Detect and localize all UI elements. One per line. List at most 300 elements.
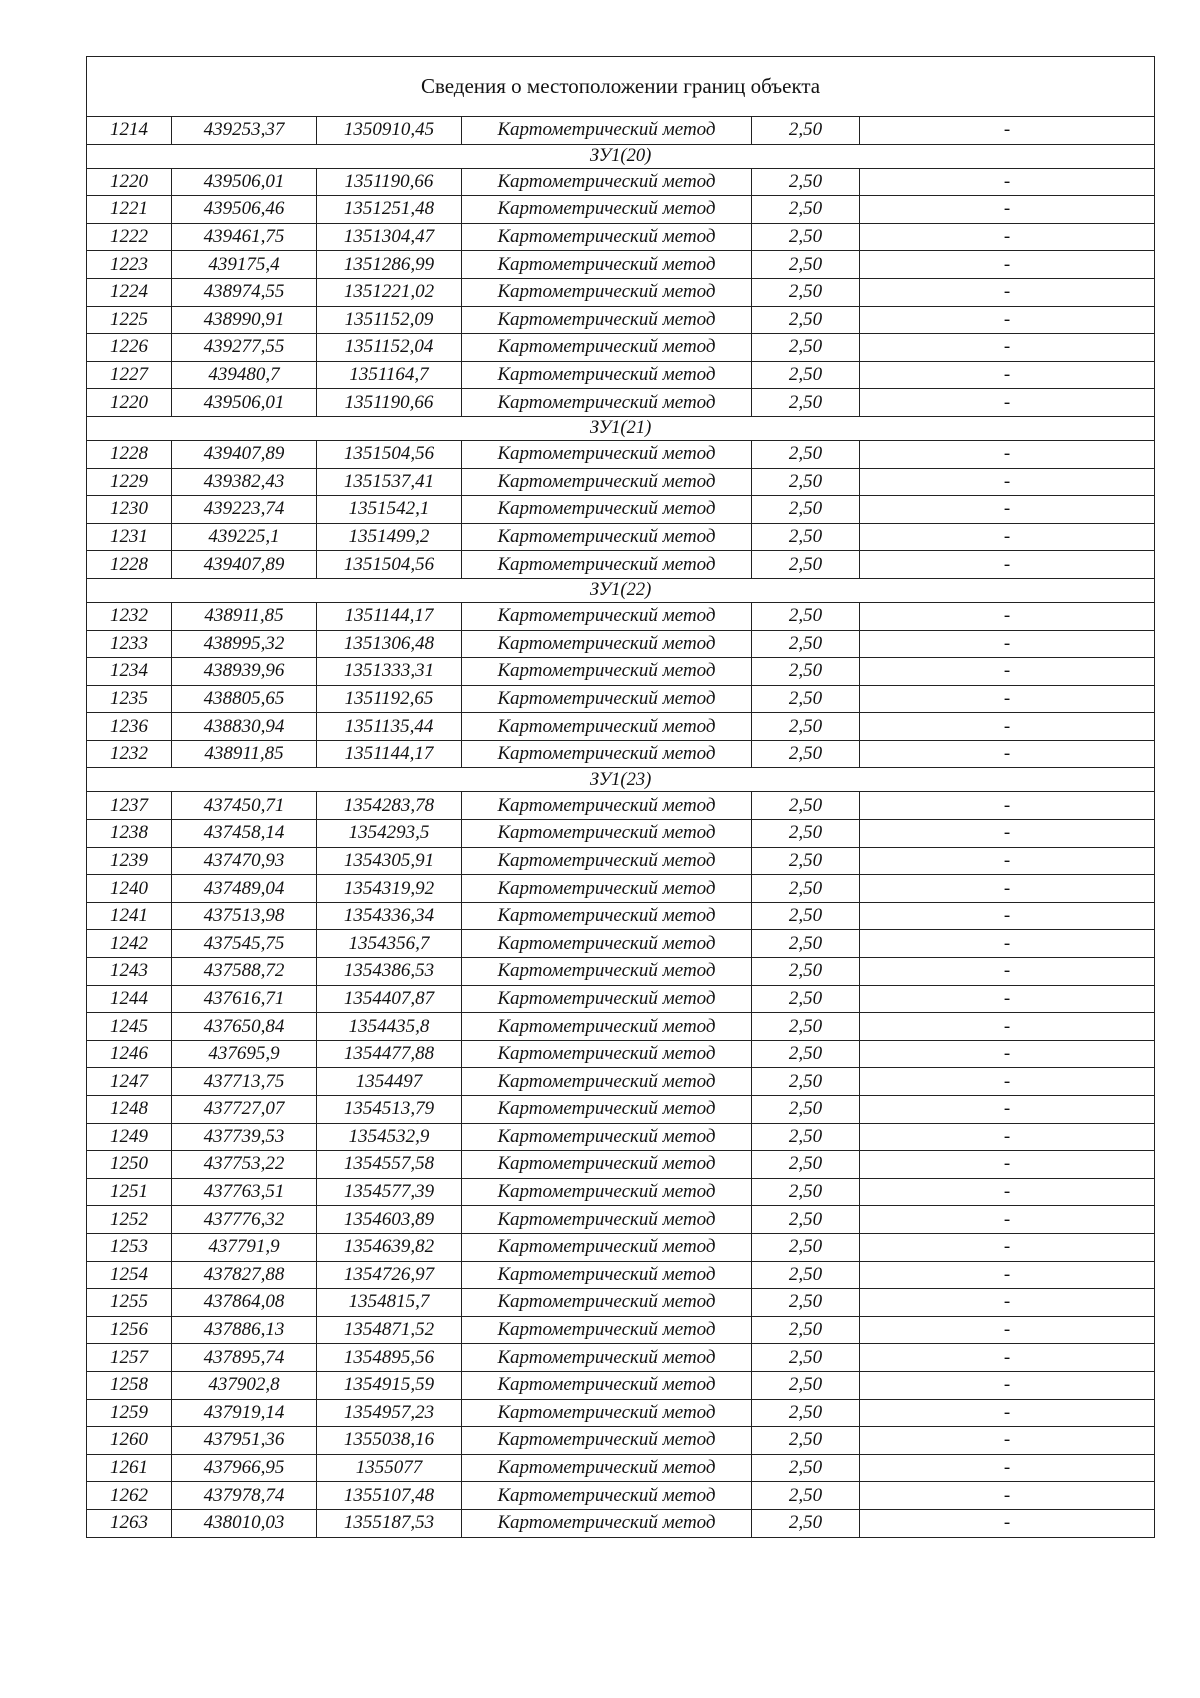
- table-row: [87, 168, 1155, 196]
- accuracy-cell: 2,50: [752, 440, 860, 468]
- point-number-cell: 1247: [87, 1068, 172, 1096]
- note-cell: -: [860, 361, 1155, 389]
- table-row: [87, 251, 1155, 279]
- method-cell: Картометрический метод: [462, 361, 752, 389]
- note-cell: -: [860, 847, 1155, 875]
- method-cell: Картометрический метод: [462, 602, 752, 630]
- parcel-group-label: ЗУ1(22): [87, 578, 1155, 602]
- table-row: [87, 1509, 1155, 1537]
- table-row: [87, 1040, 1155, 1068]
- note-cell: -: [860, 468, 1155, 496]
- note-cell: -: [860, 1178, 1155, 1206]
- table-row: [87, 1482, 1155, 1510]
- accuracy-cell: 2,50: [752, 389, 860, 417]
- accuracy-cell: 2,50: [752, 658, 860, 686]
- note-cell: -: [860, 713, 1155, 741]
- method-cell: Картометрический метод: [462, 496, 752, 524]
- point-number-cell: 1227: [87, 361, 172, 389]
- note-cell: -: [860, 196, 1155, 224]
- point-number-cell: 1237: [87, 792, 172, 820]
- point-number-cell: 1228: [87, 440, 172, 468]
- note-cell: -: [860, 1233, 1155, 1261]
- coordinate-y-cell: 1351499,2: [317, 523, 462, 551]
- point-number-cell: 1228: [87, 551, 172, 579]
- point-number-cell: 1243: [87, 958, 172, 986]
- point-number-cell: 1252: [87, 1206, 172, 1234]
- note-cell: -: [860, 902, 1155, 930]
- accuracy-cell: 2,50: [752, 196, 860, 224]
- coordinate-x-cell: 438974,55: [172, 278, 317, 306]
- table-row: [87, 1096, 1155, 1124]
- point-number-cell: 1256: [87, 1316, 172, 1344]
- coordinate-x-cell: 437763,51: [172, 1178, 317, 1206]
- coordinate-x-cell: 439225,1: [172, 523, 317, 551]
- point-number-cell: 1242: [87, 930, 172, 958]
- coordinate-y-cell: 1351306,48: [317, 630, 462, 658]
- table-row: [87, 1454, 1155, 1482]
- coordinate-x-cell: 438990,91: [172, 306, 317, 334]
- table-row: [87, 1151, 1155, 1179]
- coordinate-x-cell: 437545,75: [172, 930, 317, 958]
- table-row: [87, 1371, 1155, 1399]
- coordinate-x-cell: 438805,65: [172, 685, 317, 713]
- accuracy-cell: 2,50: [752, 1068, 860, 1096]
- coordinate-y-cell: 1351164,7: [317, 361, 462, 389]
- note-cell: -: [860, 1040, 1155, 1068]
- table-row: [87, 196, 1155, 224]
- coordinate-y-cell: 1355038,16: [317, 1427, 462, 1455]
- coordinate-y-cell: 1354639,82: [317, 1233, 462, 1261]
- note-cell: -: [860, 985, 1155, 1013]
- accuracy-cell: 2,50: [752, 334, 860, 362]
- method-cell: Картометрический метод: [462, 551, 752, 579]
- accuracy-cell: 2,50: [752, 1151, 860, 1179]
- point-number-cell: 1241: [87, 902, 172, 930]
- method-cell: Картометрический метод: [462, 1399, 752, 1427]
- accuracy-cell: 2,50: [752, 551, 860, 579]
- note-cell: -: [860, 523, 1155, 551]
- note-cell: -: [860, 792, 1155, 820]
- coordinate-x-cell: 439223,74: [172, 496, 317, 524]
- method-cell: Картометрический метод: [462, 1123, 752, 1151]
- note-cell: -: [860, 1316, 1155, 1344]
- table-row: [87, 820, 1155, 848]
- method-cell: Картометрический метод: [462, 740, 752, 768]
- note-cell: -: [860, 223, 1155, 251]
- point-number-cell: 1245: [87, 1013, 172, 1041]
- coordinate-x-cell: 437727,07: [172, 1096, 317, 1124]
- coordinate-y-cell: 1350910,45: [317, 117, 462, 145]
- point-number-cell: 1240: [87, 875, 172, 903]
- coordinate-y-cell: 1354356,7: [317, 930, 462, 958]
- note-cell: -: [860, 389, 1155, 417]
- coordinate-y-cell: 1351152,04: [317, 334, 462, 362]
- parcel-group-label: ЗУ1(23): [87, 768, 1155, 792]
- note-cell: -: [860, 1399, 1155, 1427]
- table-row: [87, 1068, 1155, 1096]
- table-row: [87, 223, 1155, 251]
- note-cell: -: [860, 1482, 1155, 1510]
- coordinate-x-cell: 437739,53: [172, 1123, 317, 1151]
- accuracy-cell: 2,50: [752, 117, 860, 145]
- method-cell: Картометрический метод: [462, 630, 752, 658]
- accuracy-cell: 2,50: [752, 602, 860, 630]
- point-number-cell: 1231: [87, 523, 172, 551]
- coordinate-x-cell: 439253,37: [172, 117, 317, 145]
- accuracy-cell: 2,50: [752, 223, 860, 251]
- note-cell: -: [860, 1068, 1155, 1096]
- accuracy-cell: 2,50: [752, 1454, 860, 1482]
- accuracy-cell: 2,50: [752, 361, 860, 389]
- coordinate-y-cell: 1354532,9: [317, 1123, 462, 1151]
- point-number-cell: 1221: [87, 196, 172, 224]
- method-cell: Картометрический метод: [462, 1371, 752, 1399]
- coordinate-x-cell: 438995,32: [172, 630, 317, 658]
- accuracy-cell: 2,50: [752, 792, 860, 820]
- method-cell: Картометрический метод: [462, 117, 752, 145]
- table-row: [87, 117, 1155, 145]
- point-number-cell: 1259: [87, 1399, 172, 1427]
- table-row: [87, 1233, 1155, 1261]
- accuracy-cell: 2,50: [752, 713, 860, 741]
- parcel-group-row: [87, 768, 1155, 792]
- note-cell: -: [860, 551, 1155, 579]
- method-cell: Картометрический метод: [462, 223, 752, 251]
- accuracy-cell: 2,50: [752, 958, 860, 986]
- point-number-cell: 1246: [87, 1040, 172, 1068]
- coordinate-x-cell: 437588,72: [172, 958, 317, 986]
- accuracy-cell: 2,50: [752, 1371, 860, 1399]
- note-cell: -: [860, 658, 1155, 686]
- coordinate-y-cell: 1354895,56: [317, 1344, 462, 1372]
- coordinate-x-cell: 437966,95: [172, 1454, 317, 1482]
- table-row: [87, 306, 1155, 334]
- point-number-cell: 1262: [87, 1482, 172, 1510]
- method-cell: Картометрический метод: [462, 168, 752, 196]
- coordinate-x-cell: 437650,84: [172, 1013, 317, 1041]
- coordinate-x-cell: 439175,4: [172, 251, 317, 279]
- method-cell: Картометрический метод: [462, 1178, 752, 1206]
- accuracy-cell: 2,50: [752, 902, 860, 930]
- coordinate-x-cell: 437864,08: [172, 1289, 317, 1317]
- note-cell: -: [860, 496, 1155, 524]
- coordinate-x-cell: 437919,14: [172, 1399, 317, 1427]
- coordinate-x-cell: 439461,75: [172, 223, 317, 251]
- point-number-cell: 1226: [87, 334, 172, 362]
- method-cell: Картометрический метод: [462, 1040, 752, 1068]
- point-number-cell: 1261: [87, 1454, 172, 1482]
- accuracy-cell: 2,50: [752, 930, 860, 958]
- table-row: [87, 792, 1155, 820]
- table-row: [87, 1178, 1155, 1206]
- method-cell: Картометрический метод: [462, 251, 752, 279]
- note-cell: -: [860, 1013, 1155, 1041]
- coordinate-y-cell: 1351144,17: [317, 740, 462, 768]
- note-cell: -: [860, 602, 1155, 630]
- point-number-cell: 1255: [87, 1289, 172, 1317]
- table-row: [87, 902, 1155, 930]
- point-number-cell: 1214: [87, 117, 172, 145]
- point-number-cell: 1234: [87, 658, 172, 686]
- method-cell: Картометрический метод: [462, 1068, 752, 1096]
- accuracy-cell: 2,50: [752, 1482, 860, 1510]
- method-cell: Картометрический метод: [462, 1316, 752, 1344]
- coordinate-x-cell: 437902,8: [172, 1371, 317, 1399]
- table-row: [87, 685, 1155, 713]
- coordinate-x-cell: 439382,43: [172, 468, 317, 496]
- note-cell: -: [860, 685, 1155, 713]
- point-number-cell: 1260: [87, 1427, 172, 1455]
- point-number-cell: 1225: [87, 306, 172, 334]
- accuracy-cell: 2,50: [752, 685, 860, 713]
- point-number-cell: 1263: [87, 1509, 172, 1537]
- table-title-row: [87, 57, 1155, 117]
- coordinate-y-cell: 1351504,56: [317, 551, 462, 579]
- table-row: [87, 1399, 1155, 1427]
- note-cell: -: [860, 1509, 1155, 1537]
- table-row: [87, 1344, 1155, 1372]
- accuracy-cell: 2,50: [752, 875, 860, 903]
- method-cell: Картометрический метод: [462, 334, 752, 362]
- coordinate-x-cell: 439506,01: [172, 168, 317, 196]
- table-row: [87, 1123, 1155, 1151]
- method-cell: Картометрический метод: [462, 958, 752, 986]
- method-cell: Картометрический метод: [462, 1261, 752, 1289]
- table-row: [87, 278, 1155, 306]
- coordinate-y-cell: 1354305,91: [317, 847, 462, 875]
- accuracy-cell: 2,50: [752, 1040, 860, 1068]
- method-cell: Картометрический метод: [462, 792, 752, 820]
- coordinate-y-cell: 1354871,52: [317, 1316, 462, 1344]
- coordinate-y-cell: 1354577,39: [317, 1178, 462, 1206]
- point-number-cell: 1253: [87, 1233, 172, 1261]
- accuracy-cell: 2,50: [752, 168, 860, 196]
- coordinate-y-cell: 1355187,53: [317, 1509, 462, 1537]
- coordinate-x-cell: 438911,85: [172, 740, 317, 768]
- method-cell: Картометрический метод: [462, 306, 752, 334]
- point-number-cell: 1220: [87, 389, 172, 417]
- note-cell: -: [860, 740, 1155, 768]
- method-cell: Картометрический метод: [462, 1013, 752, 1041]
- accuracy-cell: 2,50: [752, 847, 860, 875]
- coordinate-y-cell: 1354293,5: [317, 820, 462, 848]
- point-number-cell: 1223: [87, 251, 172, 279]
- parcel-group-label: ЗУ1(20): [87, 144, 1155, 168]
- note-cell: -: [860, 1371, 1155, 1399]
- coordinate-x-cell: 439277,55: [172, 334, 317, 362]
- method-cell: Картометрический метод: [462, 685, 752, 713]
- method-cell: Картометрический метод: [462, 1427, 752, 1455]
- coordinate-y-cell: 1354477,88: [317, 1040, 462, 1068]
- point-number-cell: 1236: [87, 713, 172, 741]
- coordinate-y-cell: 1351304,47: [317, 223, 462, 251]
- coordinate-y-cell: 1354557,58: [317, 1151, 462, 1179]
- note-cell: -: [860, 1427, 1155, 1455]
- coordinate-x-cell: 438830,94: [172, 713, 317, 741]
- accuracy-cell: 2,50: [752, 1399, 860, 1427]
- coordinate-y-cell: 1354435,8: [317, 1013, 462, 1041]
- method-cell: Картометрический метод: [462, 468, 752, 496]
- coordinate-y-cell: 1355107,48: [317, 1482, 462, 1510]
- accuracy-cell: 2,50: [752, 251, 860, 279]
- method-cell: Картометрический метод: [462, 440, 752, 468]
- coordinate-x-cell: 437951,36: [172, 1427, 317, 1455]
- table-row: [87, 1289, 1155, 1317]
- point-number-cell: 1233: [87, 630, 172, 658]
- table-row: [87, 1427, 1155, 1455]
- coordinate-y-cell: 1354815,7: [317, 1289, 462, 1317]
- table-row: [87, 847, 1155, 875]
- coordinate-y-cell: 1351190,66: [317, 389, 462, 417]
- note-cell: -: [860, 630, 1155, 658]
- point-number-cell: 1224: [87, 278, 172, 306]
- coordinate-y-cell: 1354726,97: [317, 1261, 462, 1289]
- accuracy-cell: 2,50: [752, 1206, 860, 1234]
- table-row: [87, 361, 1155, 389]
- accuracy-cell: 2,50: [752, 468, 860, 496]
- coordinate-y-cell: 1351537,41: [317, 468, 462, 496]
- table-row: [87, 1013, 1155, 1041]
- point-number-cell: 1251: [87, 1178, 172, 1206]
- table-row: [87, 1316, 1155, 1344]
- coordinate-x-cell: 437713,75: [172, 1068, 317, 1096]
- table-row: [87, 523, 1155, 551]
- parcel-group-row: [87, 144, 1155, 168]
- coordinate-y-cell: 1351152,09: [317, 306, 462, 334]
- note-cell: -: [860, 1289, 1155, 1317]
- note-cell: -: [860, 334, 1155, 362]
- coordinate-y-cell: 1351542,1: [317, 496, 462, 524]
- table-row: [87, 551, 1155, 579]
- point-number-cell: 1250: [87, 1151, 172, 1179]
- coordinate-y-cell: 1354336,34: [317, 902, 462, 930]
- method-cell: Картометрический метод: [462, 278, 752, 306]
- table-title: Сведения о местоположении границ объекта: [87, 57, 1155, 117]
- accuracy-cell: 2,50: [752, 306, 860, 334]
- method-cell: Картометрический метод: [462, 1344, 752, 1372]
- point-number-cell: 1244: [87, 985, 172, 1013]
- accuracy-cell: 2,50: [752, 1261, 860, 1289]
- coordinate-x-cell: 437513,98: [172, 902, 317, 930]
- point-number-cell: 1248: [87, 1096, 172, 1124]
- table-row: [87, 630, 1155, 658]
- table-body: [87, 57, 1155, 1538]
- coordinate-x-cell: 439407,89: [172, 551, 317, 579]
- boundary-coordinates-table: [86, 56, 1155, 1538]
- coordinate-x-cell: 437489,04: [172, 875, 317, 903]
- accuracy-cell: 2,50: [752, 1316, 860, 1344]
- coordinate-x-cell: 439407,89: [172, 440, 317, 468]
- accuracy-cell: 2,50: [752, 740, 860, 768]
- point-number-cell: 1239: [87, 847, 172, 875]
- accuracy-cell: 2,50: [752, 630, 860, 658]
- coordinate-y-cell: 1351144,17: [317, 602, 462, 630]
- coordinate-y-cell: 1354319,92: [317, 875, 462, 903]
- method-cell: Картометрический метод: [462, 196, 752, 224]
- method-cell: Картометрический метод: [462, 1233, 752, 1261]
- method-cell: Картометрический метод: [462, 985, 752, 1013]
- coordinate-x-cell: 437978,74: [172, 1482, 317, 1510]
- method-cell: Картометрический метод: [462, 820, 752, 848]
- accuracy-cell: 2,50: [752, 820, 860, 848]
- note-cell: -: [860, 1096, 1155, 1124]
- point-number-cell: 1254: [87, 1261, 172, 1289]
- point-number-cell: 1220: [87, 168, 172, 196]
- coordinate-y-cell: 1351286,99: [317, 251, 462, 279]
- coordinate-x-cell: 437695,9: [172, 1040, 317, 1068]
- point-number-cell: 1249: [87, 1123, 172, 1151]
- coordinate-x-cell: 439506,46: [172, 196, 317, 224]
- note-cell: -: [860, 1206, 1155, 1234]
- table-row: [87, 740, 1155, 768]
- accuracy-cell: 2,50: [752, 496, 860, 524]
- method-cell: Картометрический метод: [462, 847, 752, 875]
- point-number-cell: 1229: [87, 468, 172, 496]
- table-row: [87, 1261, 1155, 1289]
- point-number-cell: 1232: [87, 740, 172, 768]
- coordinate-x-cell: 438010,03: [172, 1509, 317, 1537]
- method-cell: Картометрический метод: [462, 389, 752, 417]
- coordinate-x-cell: 437895,74: [172, 1344, 317, 1372]
- coordinate-x-cell: 437753,22: [172, 1151, 317, 1179]
- note-cell: -: [860, 1261, 1155, 1289]
- table-row: [87, 658, 1155, 686]
- point-number-cell: 1258: [87, 1371, 172, 1399]
- accuracy-cell: 2,50: [752, 985, 860, 1013]
- method-cell: Картометрический метод: [462, 1454, 752, 1482]
- point-number-cell: 1257: [87, 1344, 172, 1372]
- note-cell: -: [860, 306, 1155, 334]
- coordinate-y-cell: 1354915,59: [317, 1371, 462, 1399]
- accuracy-cell: 2,50: [752, 1427, 860, 1455]
- coordinate-y-cell: 1354513,79: [317, 1096, 462, 1124]
- coordinate-x-cell: 437776,32: [172, 1206, 317, 1234]
- coordinate-x-cell: 437450,71: [172, 792, 317, 820]
- parcel-group-row: [87, 578, 1155, 602]
- note-cell: -: [860, 1123, 1155, 1151]
- note-cell: -: [860, 1344, 1155, 1372]
- accuracy-cell: 2,50: [752, 1178, 860, 1206]
- table-row: [87, 958, 1155, 986]
- method-cell: Картометрический метод: [462, 658, 752, 686]
- coordinate-y-cell: 1354497: [317, 1068, 462, 1096]
- table-row: [87, 440, 1155, 468]
- method-cell: Картометрический метод: [462, 713, 752, 741]
- accuracy-cell: 2,50: [752, 1013, 860, 1041]
- coordinate-y-cell: 1351221,02: [317, 278, 462, 306]
- accuracy-cell: 2,50: [752, 1344, 860, 1372]
- accuracy-cell: 2,50: [752, 523, 860, 551]
- coordinate-y-cell: 1354283,78: [317, 792, 462, 820]
- coordinate-y-cell: 1351251,48: [317, 196, 462, 224]
- note-cell: -: [860, 875, 1155, 903]
- point-number-cell: 1230: [87, 496, 172, 524]
- accuracy-cell: 2,50: [752, 1123, 860, 1151]
- table-row: [87, 602, 1155, 630]
- coordinate-x-cell: 439506,01: [172, 389, 317, 417]
- point-number-cell: 1232: [87, 602, 172, 630]
- coordinate-x-cell: 437458,14: [172, 820, 317, 848]
- point-number-cell: 1238: [87, 820, 172, 848]
- coordinate-y-cell: 1354603,89: [317, 1206, 462, 1234]
- method-cell: Картометрический метод: [462, 1096, 752, 1124]
- method-cell: Картометрический метод: [462, 1509, 752, 1537]
- coordinate-y-cell: 1354407,87: [317, 985, 462, 1013]
- point-number-cell: 1222: [87, 223, 172, 251]
- coordinate-x-cell: 437827,88: [172, 1261, 317, 1289]
- method-cell: Картометрический метод: [462, 1289, 752, 1317]
- table-row: [87, 496, 1155, 524]
